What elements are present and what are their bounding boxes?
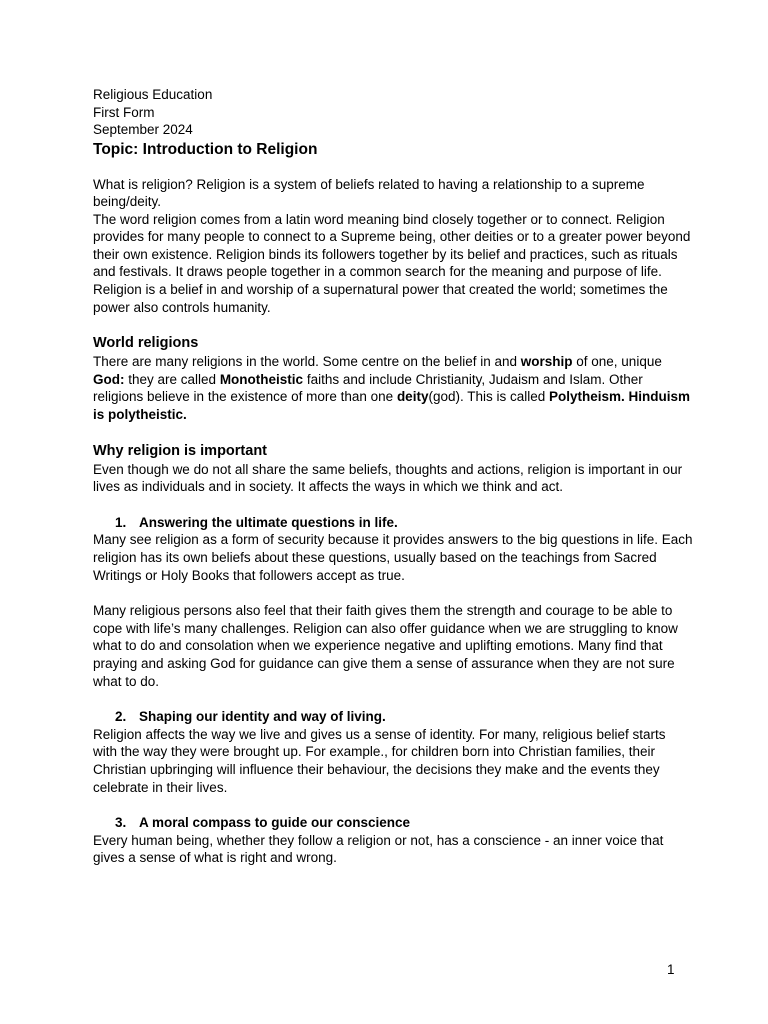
world-religions-heading: World religions	[93, 335, 199, 352]
date-line: September 2024	[93, 122, 193, 137]
intro-paragraph-1: What is religion? Religion is a system of beliefs related to having a relationship to a supreme being/deity.	[93, 176, 645, 210]
document-page	[93, 86, 693, 867]
form-line: First Form	[93, 104, 155, 120]
list-item-title: 2. Shaping our identity and way of living.	[115, 709, 386, 725]
intro-paragraph-2: The word religion comes from a latin word meaning bind closely together or to connect. Religion provides for many people to connect to a Supreme being, other deities or to a greater power beyond their own existence. Religion binds its followers together by its belief and practices, such as rituals and festivals. It draws people together in a common search for the meaning and purpose of life.	[93, 211, 691, 280]
why-important-intro: Even though we do not all share the same beliefs, thoughts and actions, religion is important in our lives as individuals and in society. It affects the ways in which we think and act.	[93, 461, 683, 495]
world-religions-paragraph: There are many religions in the world. Some centre on the belief in and worship of one, unique God: they are called Monotheistic faiths and include Christianity, Judaism and Islam. Other religions believe in the existence of more than one deity(god). This is called Polytheism. Hinduism is polytheistic.	[93, 354, 691, 423]
page-number: 1	[667, 962, 675, 977]
list-item-paragraph: Many religious persons also feel that their faith gives them the strength and courage to be able to cope with life’s many challenges. Religion can also offer guidance when we are struggling to know what to do and consolation when we experience negative and uplifting emotions. Many find that praying and asking God for guidance can give them a sense of assurance when they are not sure what to do.	[93, 603, 678, 689]
intro-paragraph-3: Religion is a belief in and worship of a supernatural power that created the world; sometimes the power also controls humanity.	[93, 282, 668, 315]
list-item-paragraph: Many see religion as a form of security because it provides answers to the big questions in life. Each religion has its own beliefs about these questions, usually based on the teachings from Sacred Writings or Holy Books that followers accept as true.	[93, 532, 693, 583]
list-item-paragraph: Every human being, whether they follow a religion or not, has a conscience - an inner voice that gives a sense of what is right and wrong.	[93, 832, 664, 866]
list-item-title: 3. A moral compass to guide our conscience	[115, 815, 411, 831]
why-important-heading: Why religion is important	[93, 442, 268, 459]
list-item-title: 1. Answering the ultimate questions in life.	[115, 514, 398, 530]
topic-heading: Topic: Introduction to Religion	[93, 140, 318, 158]
list-item-paragraph: Religion affects the way we live and gives us a sense of identity. For many, religious belief starts with the way they were brought up. For example., for children born into Christian families, their Christian upbringing will influence their behaviour, the decisions they make and the events they celebrate in their lives.	[93, 726, 666, 795]
subject-line: Religious Education	[93, 87, 213, 102]
